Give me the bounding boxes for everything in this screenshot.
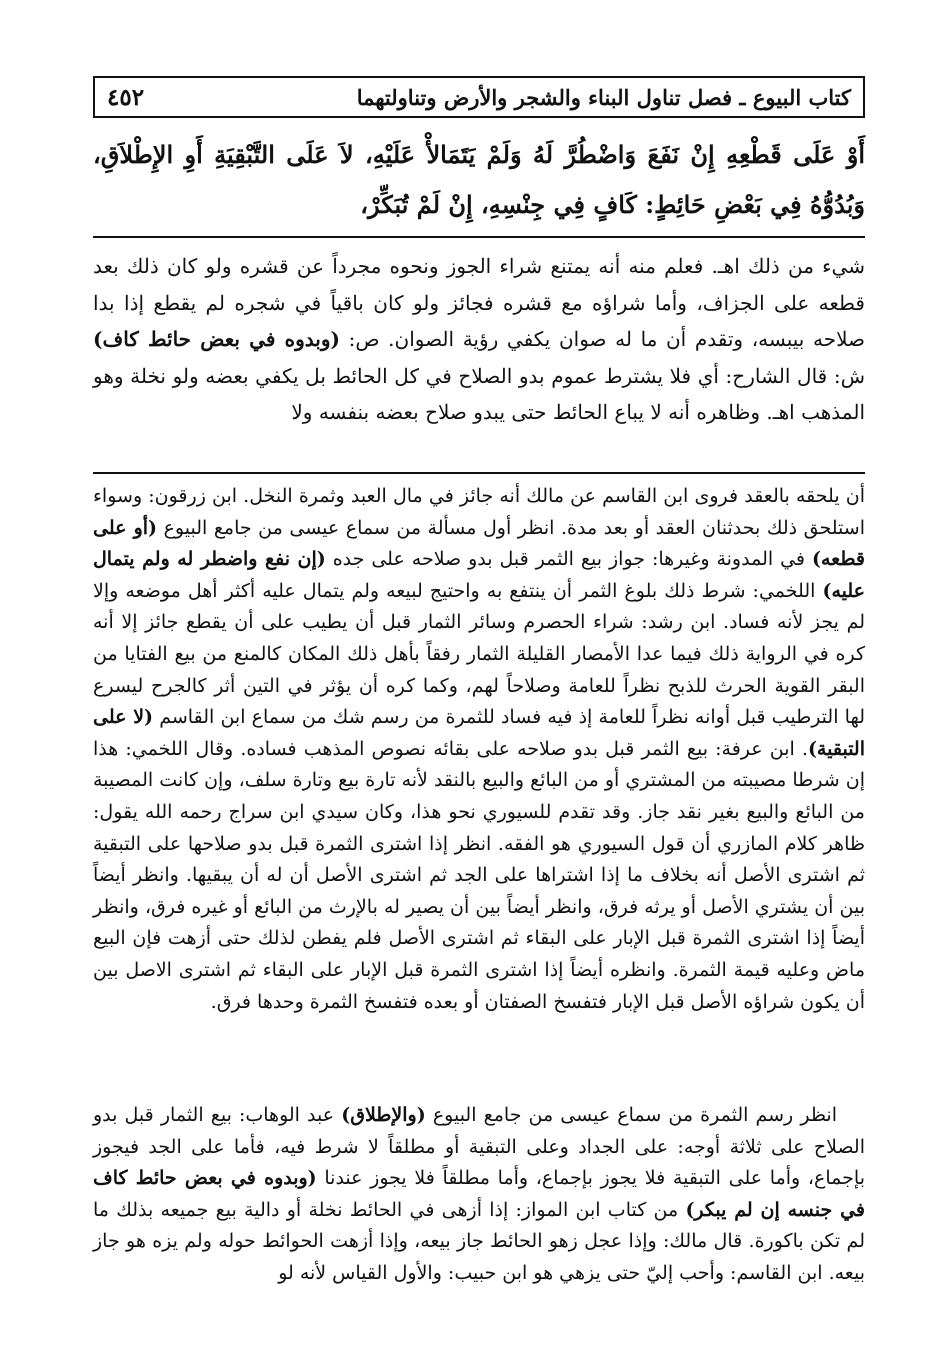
footnote-1-bold-3: (لا على التبقية): [93, 706, 865, 760]
footnote-2-bold-2: (وبدوه في بعض حائط كاف في جنسه إن لم يبكر): [93, 1167, 865, 1221]
footnote-1-text-3: اللخمي: شرط ذلك بلوغ الثمر أن ينتفع به واحتيج لبيعه ولم يتمال عليه أكثر أهل موضعه وإلا لم يجز لأنه فساد. ابن رشد: شراء الحصرم وسائر الثمار قبل أن يطيب على أن يقطع جائز إلا أنه كره في الرواية ذلك فيما عدا الأمصار القليلة الثمار رفقاً بأهل ذلك المكان كالمنع من بيع الفتايا من البقر القوية الحرث للذبح نظراً للعامة وصلاحاً لهم، وكما كره أن يؤثر في التين أثر كالجرح ليسرع لها الترطيب قبل أوانه نظراً للعامة إذ فيه فساد للثمرة من رسم شك من سماع ابن القاسم: [93, 579, 865, 729]
footnote-2-text-3: من كتاب ابن المواز: إذا أزهى في الحائط نخلة أو دالية بيع جميعه بذلك ما لم تكن باكورة. قال مالك: وإذا عجل زهو الحائط جاز بيعه، وإذا أزهت الحوائط حوله ولم يزه هو جاز بيعه. ابن القاسم: وأحب إليّ حتى يزهي هو ابن حبيب: والأول القياس لأنه لو: [93, 1198, 865, 1284]
sharh-text-1: شيء من ذلك اهـ. فعلم منه أنه يمتنع شراء الجوز ونحوه مجرداً عن قشره ولو كان ذلك بعد قطعه على الجزاف، وأما شراؤه مع قشره فجائز ولو كان باقياً في شجره لم يقطع إذا بدا صلاحه بيبسه، وتقدم أن ما له صوان يكفي رؤية الصوان. ص:: [93, 254, 865, 351]
footnote-paragraph-2: [93, 1100, 865, 1290]
page-header: [93, 76, 865, 118]
footnote-2-bold-1: (والإطلاق): [341, 1104, 426, 1126]
page-number: ٤٥٢: [107, 83, 145, 111]
footnote-paragraph-1: [93, 481, 865, 1018]
footnote-2-text-1: انظر رسم الثمرة من سماع عيسى من جامع البيوع: [425, 1104, 837, 1126]
sharh-text-2: ش: قال الشارح: أي فلا يشترط عموم بدو الصلاح في كل الحائط بل يكفي بعضه ولو نخلة وهو المذهب اهـ. وظاهره أنه لا يباع الحائط حتى يبدو صلاح بعضه بنفسه ولا: [93, 363, 865, 424]
footnote-1-text-1: أن يلحقه بالعقد فروى ابن القاسم عن مالك أنه جائز في مال العبد وثمرة النخل. ابن زرقون: وسواء استلحق ذلك بحدثنان العقد أو بعد مدة. انظر أول مسألة من سماع عيسى من جامع البيوع: [93, 485, 865, 539]
running-title: كتاب البيوع ـ فصل تناول البناء والشجر والأرض وتناولتهما: [356, 84, 851, 110]
sharh-bold-1: (وبدوه في بعض حائط كاف): [93, 327, 340, 351]
footnote-1-bold-2: (إن نفع واضطر له ولم يتمال عليه): [93, 548, 865, 602]
footnote-1-bold-1: (أو على قطعه): [93, 516, 865, 571]
footnote-2-text-2: عبد الوهاب: بيع الثمار قبل بدو الصلاح على ثلاثة أوجه: على الجداد وعلى التبقية أو مطلقاً لا شرط فيه، فأما على الجد فيجوز بإجماع، وأما على التبقية فلا يجوز بإجماع، وأما مطلقاً فلا يجوز عندنا: [93, 1104, 865, 1190]
footnote-1-text-2: في المدونة وغيرها: جواز بيع الثمر قبل بدو صلاحه على جده: [325, 548, 812, 571]
divider-matn: [93, 236, 865, 238]
footnote-1-text-4: . ابن عرفة: بيع الثمر قبل بدو صلاحه على بقائه نصوص المذهب فساده. وقال اللخمي: هذا إن شرطا مصيبته من المشتري أو من البائع والبيع بالنقد لأنه تارة بيع وتارة سلف، وإن كانت المصيبة من البائع والبيع بغير نقد جاز. وقد تقدم للسيوري نحو هذا، وكان سيدي ابن سراج رحمه الله يقول: ظاهر كلام المازري أن قول السيوري هو الفقه. انظر إذا اشترى الثمرة قبل بدو صلاحها على التبقية ثم اشترى الأصل أنه بخلاف ما إذا اشتراها على الجد ثم اشترى الأصل أن له أن يبقيها. وانظر أيضاً بين أن يشتري الأصل أو يرثه فرق، وانظر أيضاً بين أن يصير له بالإرث من البائع أو غيره فرق، وانظر أيضاً إذا اشترى الثمرة قبل الإبار على البقاء ثم اشترى الأصل فلم يفطن لذلك حتى أزهت فإن البيع ماض وعليه قيمة الثمرة. وانظره أيضاً إذا اشترى الثمرة قبل الإبار على البقاء ثم اشترى الاصل بين أن يكون شراؤه الأصل قبل الإبار فتفسخ الصفتان أو بعده فتفسخ الثمرة وحدها فرق.: [93, 737, 865, 1013]
commentary-sharh: [93, 248, 865, 431]
main-text-matn: أَوْ عَلَى قَطْعِهِ إِنْ نَفَعَ وَاضْطُرَّ لَهُ وَلَمْ يَتَمَالأْ عَلَيْهِ، لاَ عَلَى التَّبْقِيَةِ أَوِ الإِطْلاَقِ، وَبُدُوُّهُ فِي بَعْضِ حَائِطٍ: كَافٍ فِي جِنْسِهِ، إِنْ لَمْ تُبَكِّرْ،: [93, 140, 865, 219]
divider-sharh: [93, 472, 865, 474]
